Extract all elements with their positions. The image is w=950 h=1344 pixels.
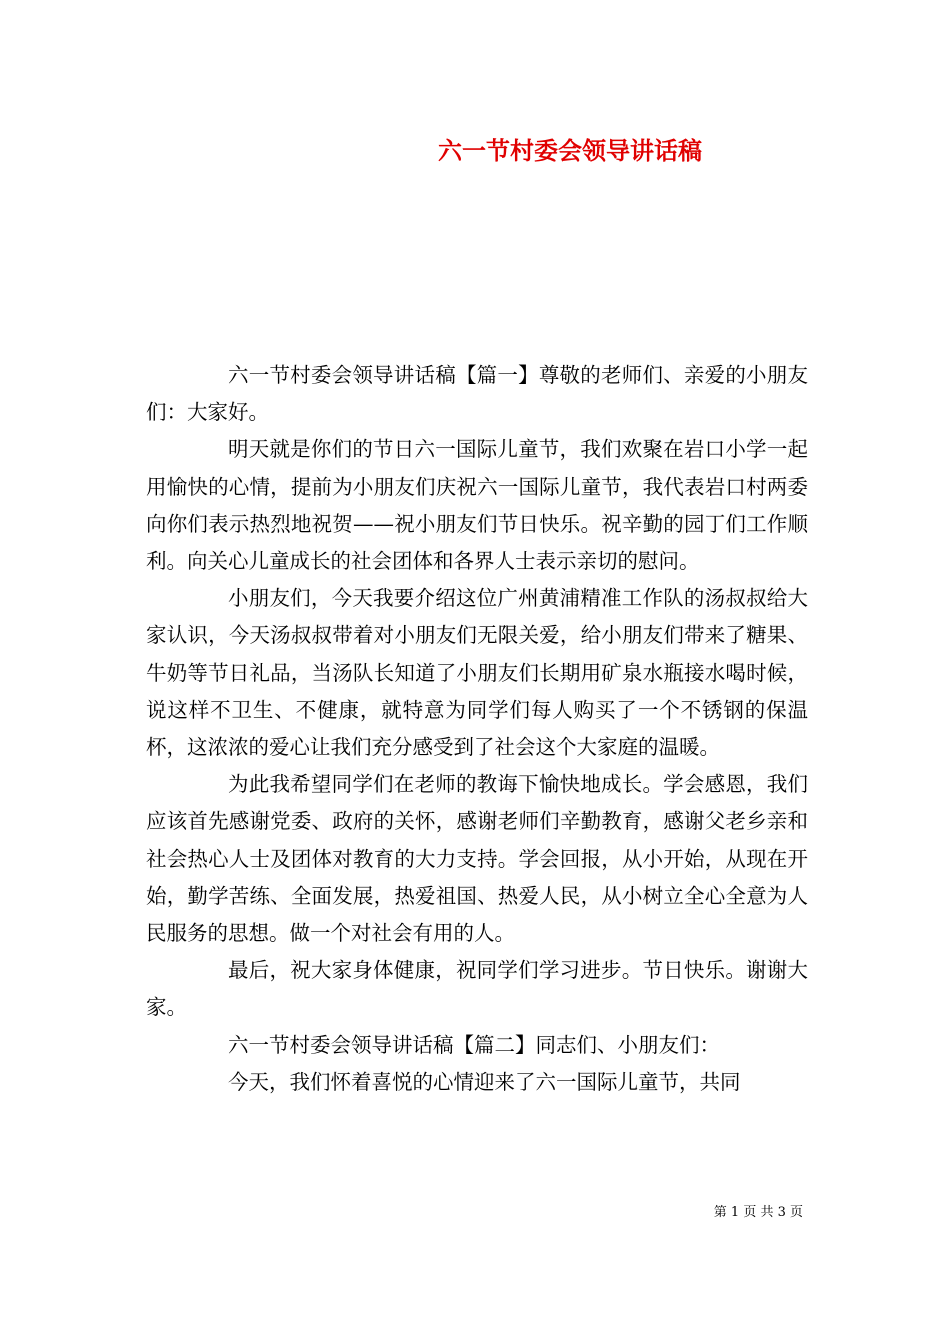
paragraph: 六一节村委会领导讲话稿【篇一】尊敬的老师们、亲爱的小朋友们：大家好。 [146,363,808,425]
paragraph: 明天就是你们的节日六一国际儿童节，我们欢聚在岩口小学一起用愉快的心情，提前为小朋友们庆祝六一国际儿童节，我代表岩口村两委向你们表示热烈地祝贺——祝小朋友们节日快乐。祝辛勤的园丁们工作顺利。向关心儿童成长的社会团体和各界人士表示亲切的慰问。 [146,437,808,574]
paragraph: 为此我希望同学们在老师的教诲下愉快地成长。学会感恩，我们应该首先感谢党委、政府的关怀，感谢老师们辛勤教育，感谢父老乡亲和社会热心人士及团体对教育的大力支持。学会回报，从小开始，从现在开始，勤学苦练、全面发展，热爱祖国、热爱人民，从小树立全心全意为人民服务的思想。做一个对社会有用的人。 [146,772,808,946]
page-number-footer: 第 1 页 共 3 页 [713,1205,803,1220]
paragraph: 小朋友们，今天我要介绍这位广州黄浦精准工作队的汤叔叔给大家认识，今天汤叔叔带着对小朋友们无限关爱，给小朋友们带来了糖果、牛奶等节日礼品，当汤队长知道了小朋友们长期用矿泉水瓶接水喝时候，说这样不卫生、不健康，就特意为同学们每人购买了一个不锈钢的保温杯，这浓浓的爱心让我们充分感受到了社会这个大家庭的温暖。 [146,586,808,760]
paragraph: 最后，祝大家身体健康，祝同学们学习进步。节日快乐。谢谢大家。 [146,958,808,1020]
document-title: 六一节村委会领导讲话稿 [438,136,702,165]
document-body [146,357,808,1101]
paragraph: 今天，我们怀着喜悦的心情迎来了六一国际儿童节，共同 [228,1069,741,1094]
paragraph: 六一节村委会领导讲话稿【篇二】同志们、小朋友们： [228,1032,720,1057]
